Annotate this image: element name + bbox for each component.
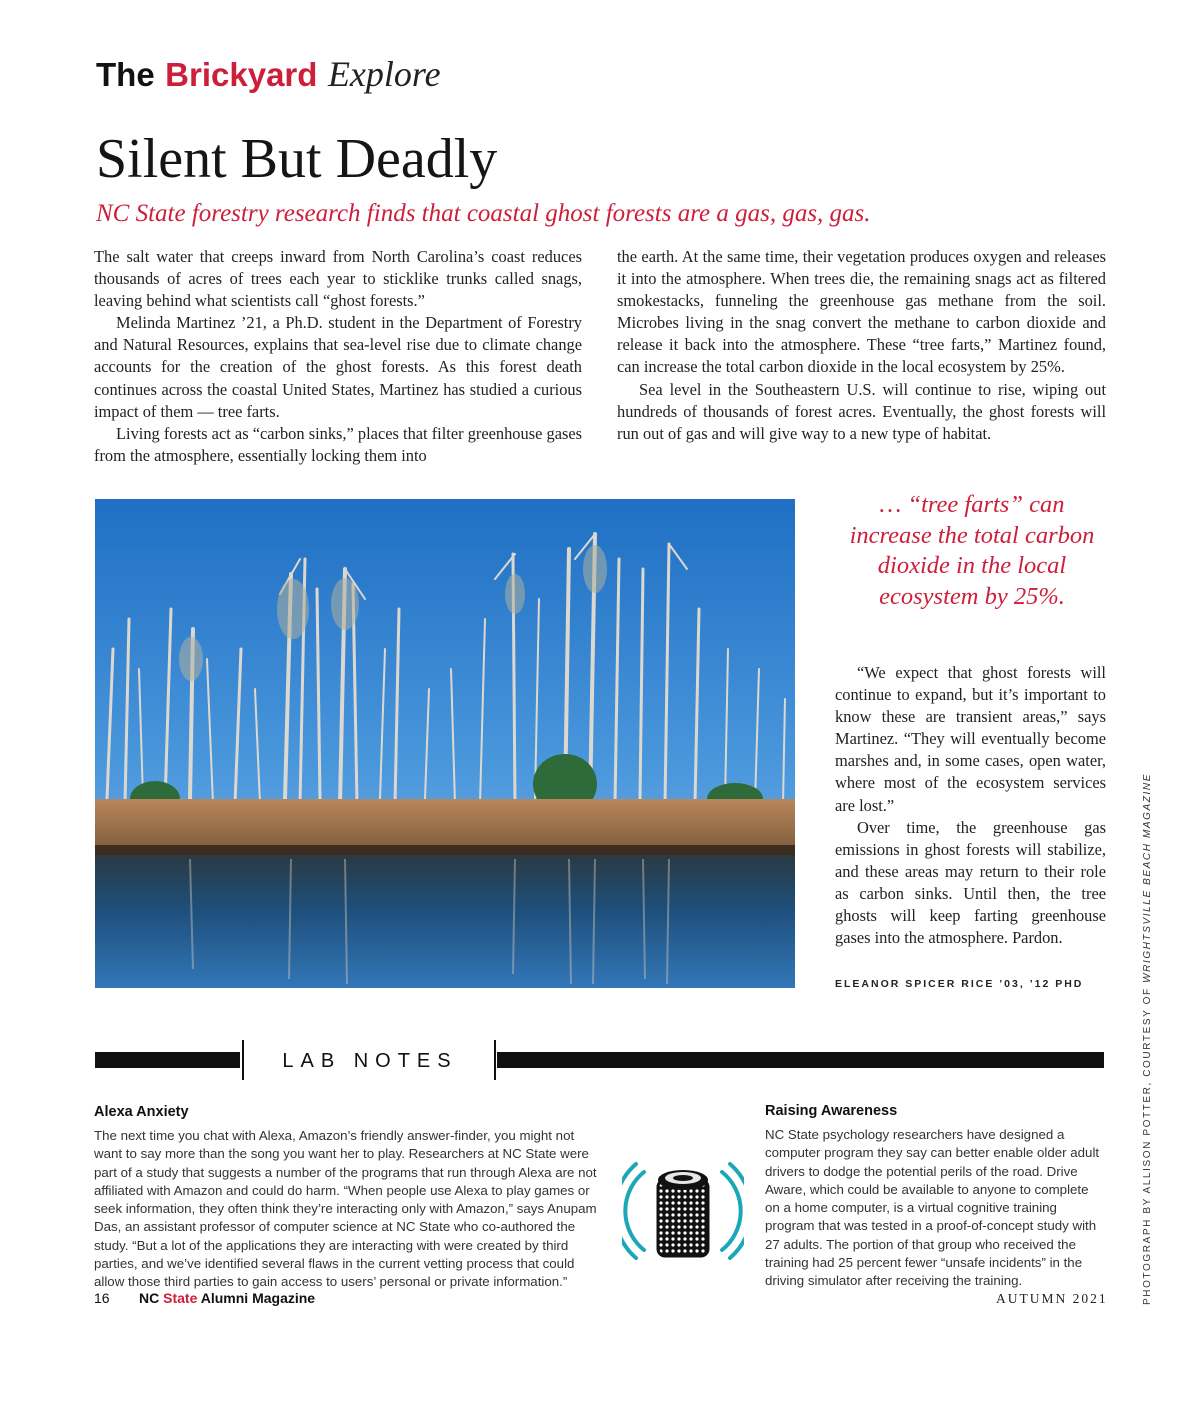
magazine-name [139,1290,315,1306]
photo-credit [1142,773,1153,1305]
note-body-alexa [94,1127,604,1292]
article-dek: NC State forestry research finds that coastal ghost forests are a gas, gas, gas. [96,200,871,227]
ghost-forest-photo [95,499,795,988]
paragraph: Over time, the greenhouse gas emissions in ghost forests will stabilize, and these areas may return to their role as carbon sinks. Until then, the tree ghosts will keep farting greenhouse gases into the atmosphere. Pardon. [835,817,1106,948]
article-byline: ELEANOR SPICER RICE ’03, ’12 PHD [835,978,1084,990]
issue-season: AUTUMN 2021 [996,1291,1108,1306]
note-title-alexa: Alexa Anxiety [94,1104,189,1120]
section-the: The [96,56,155,93]
note-body-awareness [765,1126,1105,1291]
lab-notes-bar-right [497,1052,1104,1068]
paragraph: Melinda Martinez ’21, a Ph.D. student in the Department of Forestry and Natural Resources, explains that sea-level rise due to climate change accounts for the creation of the ghost forests. As this forest death continues across the coastal United States, Martinez has studied a curious impact of them — tree farts. [94,313,582,421]
photo-credit-prefix: PHOTOGRAPH BY ALLISON POTTER, COURTESY OF [1142,982,1153,1305]
paragraph: “We expect that ghost forests will continue to expand, but it’s important to know these are transient areas,” says Martinez. “They will eventually become marshes and, in some cases, open water, where most of the ecosystem services are lost.” [835,663,1106,815]
lab-notes-divider-right [494,1040,496,1080]
article-column-1 [94,246,582,467]
ghost-forest-illustration [95,499,795,988]
lab-notes-divider-left [242,1040,244,1080]
article-column-2 [617,246,1106,445]
paragraph: The salt water that creeps inward from North Carolina’s coast reduces thousands of acres of trees each year to sticklike trunks called snags, leaving behind what scientists call “ghost forests.” [94,247,582,311]
pull-quote: … “tree farts” can increase the total carbon dioxide in the local ecosystem by 25%. [849,491,1095,610]
lab-notes-bar-left [95,1052,240,1068]
section-explore: Explore [327,54,441,94]
mag-nc: NC [139,1290,160,1306]
note-title-awareness: Raising Awareness [765,1103,898,1119]
section-header [96,52,441,97]
article-headline: Silent But Deadly [96,128,498,190]
mag-state: State [163,1290,198,1306]
lab-notes-title: LAB NOTES [282,1050,458,1072]
section-brickyard: Brickyard [165,56,318,93]
article-column-3 [835,662,1106,949]
note-paragraph: The next time you chat with Alexa, Amazon’s friendly answer-finder, you might not want to say more than the song you want her to play. Researchers at NC State were part of a study that suggests a number of the programs that run through Alexa are not affiliated with Amazon and could do harm. “When people use Alexa to play games or seek information, they often think they’re interacting only with Amazon,” says Anupam Das, an assistant professor of computer science at NC State who co-authored the study. “But a lot of the applications they are interacting with were created by third parties, and we’ve identified several flaws in the current vetting process that could allow those third parties to gain access to users’ personal or private information.” [94,1128,597,1290]
mag-rest: Alumni Magazine [200,1290,316,1306]
paragraph: Sea level in the Southeastern U.S. will continue to rise, wiping out hundreds of thousands of forest acres. Eventually, the ghost forests will run out of gas and will give way to a new type of habitat. [617,379,1106,443]
photo-credit-source: WRIGHTSVILLE BEACH MAGAZINE [1142,773,1153,983]
smart-speaker-icon [622,1158,744,1264]
paragraph: the earth. At the same time, their vegetation produces oxygen and releases it into the atmosphere. When trees die, the remaining snags act as filtered smokestacks, funneling the greenhouse gas methane from the soil. Microbes living in the snag convert the methane to carbon dioxide and release it back into the atmosphere. These “tree farts,” Martinez found, can increase the total carbon dioxide in the local ecosystem by 25%. [617,247,1106,377]
note-paragraph: NC State psychology researchers have designed a computer program they say can better enable older adult drivers to dodge the potential perils of the road. Drive Aware, which could be available to anyone to complete on a home computer, is a virtual cognitive training program that was tested in a proof-of-concept study with 27 adults. The portion of that group who received the training had 25 percent fewer “unsafe incidents” in the driving simulator after receiving the training. [765,1127,1100,1289]
page-number: 16 [94,1290,110,1306]
paragraph: Living forests act as “carbon sinks,” places that filter greenhouse gases from the atmosphere, essentially locking them into [94,423,582,465]
